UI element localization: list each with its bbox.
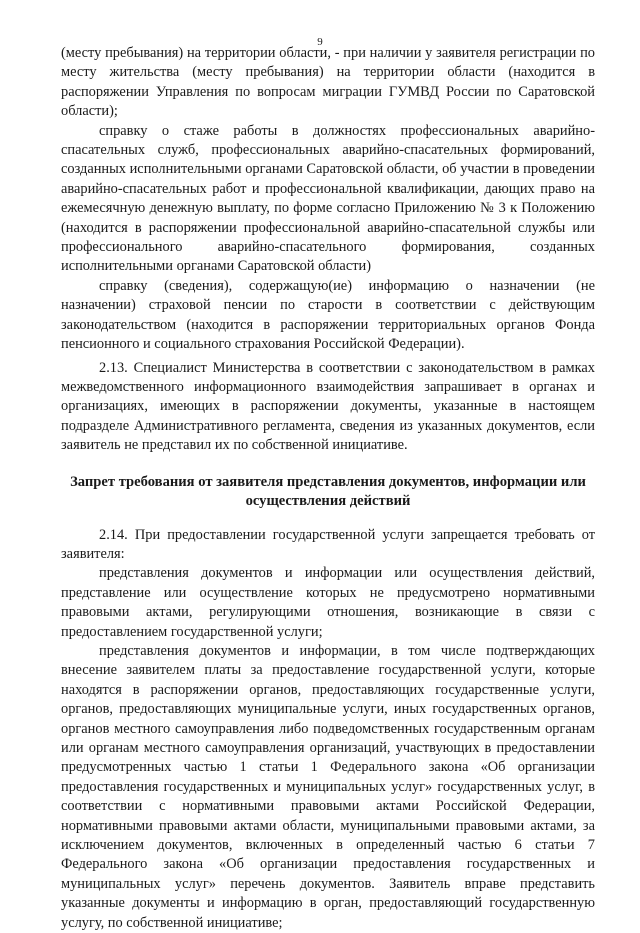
page-number: 9 (317, 36, 323, 48)
section-heading: Запрет требования от заявителя представления документов, информации или осуществления действий (70, 473, 586, 510)
paragraph-work-experience-certificate: справку о стаже работы в должностях профессиональных аварийно-спасательных служб, профессиональных аварийно-спасательных формирований, созданных исполнительными органами Саратовской области, об участии в проведении аварийно-спасательных работ и профессиональной квалификации, дающих право на ежемесячную денежную выплату, по форме согласно Приложению № 3 к Положению (находится в распоряжении профессиональной аварийно-спасательной службы или профессионального аварийно-спасательного формирования, созданных исполнительными органами Саратовской области) (61, 122, 595, 275)
paragraph-prohibition-actions: представления документов и информации или осуществления действий, представление или осуществление которых не предусмотрено нормативными правовыми актами, регулирующими отношения, возникающие в связи с предоставлением государственной услуги; (61, 565, 595, 640)
paragraph-2-13: 2.13. Специалист Министерства в соответствии с законодательством в рамках межведомственного информационного взаимодействия запрашивает в органах и организациях, имеющих в распоряжении документы, указанные в настоящем подразделе Административного регламента, сведения из указанных документов, если заявитель не представил их по собственной инициативе. (61, 359, 595, 454)
document-body (61, 44, 595, 933)
paragraph-residence-registration: (месту пребывания) на территории области, - при наличии у заявителя регистрации по месту жительства (месту пребывания) на территории области (находится в распоряжении Управления по вопросам миграции ГУМВД России по Саратовской области); (61, 45, 595, 120)
paragraph-2-14: 2.14. При предоставлении государственной услуги запрещается требовать от заявителя: (61, 526, 595, 562)
paragraph-pension-certificate: справку (сведения), содержащую(ие) информацию о назначении (не назначении) страховой пенсии по старости в соответствии с действующим законодательством (находится в распоряжении территориальных органов Фонда пенсионного и социального страхования Российской Федерации). (61, 277, 595, 353)
paragraph-prohibition-documents: представления документов и информации, в том числе подтверждающих внесение заявителем платы за предоставление государственной услуги, которые находятся в распоряжении органов, предоставляющих государственные услуги, органов, предоставляющих муниципальные услуги, иных государственных органов, органов местного самоуправления либо подведомственных государственным органам или органам местного самоуправления организаций, участвующих в предоставлении предусмотренных частью 1 статьи 1 Федерального закона «Об организации предоставления государственных и муниципальных услуг» государственных услуг, в соответствии с нормативными правовыми актами Российской Федерации, нормативными правовыми актами области, муниципальными правовыми актами, за исключением документов, включенных в определенный частью 6 статьи 7 Федерального закона «Об организации предоставления государственных и муниципальных услуг» перечень документов. Заявитель вправе представить указанные документы и информацию в орган, предоставляющий государственную услугу, по собственной инициативе; (61, 642, 595, 931)
